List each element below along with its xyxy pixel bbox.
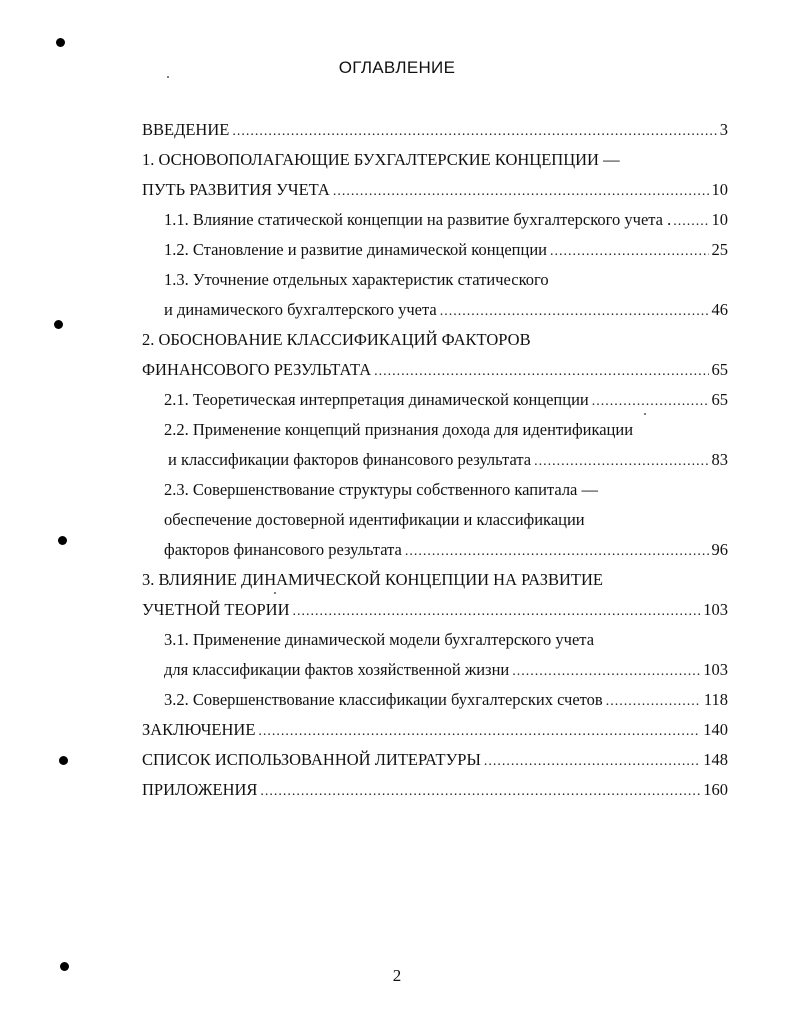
toc-entry-text: 1.2. Становление и развитие динамической концепции — [164, 240, 547, 259]
toc-section-3-1-heading — [164, 628, 594, 652]
dot-leader — [333, 180, 709, 204]
toc-entry-text: обеспечение достоверной идентификации и классификации — [164, 510, 585, 529]
toc-chapter-2-heading — [142, 328, 531, 352]
toc-entry-page: 10 — [711, 210, 728, 229]
toc-entry-text: 1. ОСНОВОПОЛАГАЮЩИЕ БУХГАЛТЕРСКИЕ КОНЦЕПЦИИ — — [142, 150, 620, 169]
toc-section-1-2 — [164, 238, 728, 262]
toc-entry-text: 3.2. Совершенствование классификации бухгалтерских счетов — [164, 690, 603, 709]
toc-entry-page: 65 — [711, 360, 728, 379]
toc-references — [142, 748, 728, 772]
toc-section-2-1 — [164, 388, 728, 412]
toc-entry-text: ЗАКЛЮЧЕНИЕ — [142, 720, 256, 739]
toc-section-2-3-heading — [164, 478, 598, 502]
toc-entry-text: 1.3. Уточнение отдельных характеристик статического — [164, 270, 549, 289]
toc-entry-page: 148 — [703, 750, 728, 769]
toc-entry-page: 140 — [703, 720, 728, 739]
dot-leader — [673, 210, 709, 234]
binder-hole-mark — [54, 320, 63, 329]
toc-entry-page: 3 — [719, 120, 728, 139]
toc-entry-text: УЧЕТНОЙ ТЕОРИИ — [142, 600, 290, 619]
toc-section-1-3-heading — [164, 268, 549, 292]
binder-hole-mark — [59, 756, 68, 765]
toc-section-2-3-continued — [164, 508, 585, 532]
toc-section-1-3 — [164, 298, 728, 322]
toc-entry-text: ВВЕДЕНИЕ — [142, 120, 230, 139]
toc-chapter-3 — [142, 598, 728, 622]
toc-entry-text: 2.1. Теоретическая интерпретация динамической концепции — [164, 390, 589, 409]
dot-leader — [232, 120, 716, 144]
toc-section-3-2 — [164, 688, 728, 712]
dot-leader — [260, 780, 700, 804]
toc-section-2-2-heading — [164, 418, 633, 442]
toc-entry-page: 103 — [703, 660, 728, 679]
toc-entry-text: и динамического бухгалтерского учета — [164, 300, 437, 319]
toc-entry-text: и классификации факторов финансового результата — [168, 450, 532, 469]
toc-entry-text: ПУТЬ РАЗВИТИЯ УЧЕТА — [142, 180, 330, 199]
toc-entry-text: 3. ВЛИЯНИЕ ДИНАМИЧЕСКОЙ КОНЦЕПЦИИ НА РАЗВИТИЕ — [142, 570, 603, 589]
toc-chapter-3-heading — [142, 568, 603, 592]
toc-conclusion — [142, 718, 728, 742]
toc-entry-text: для классификации фактов хозяйственной жизни — [164, 660, 510, 679]
toc-chapter-2 — [142, 358, 728, 382]
binder-hole-mark — [58, 536, 67, 545]
dot-leader — [258, 720, 700, 744]
toc-entry-text: СПИСОК ИСПОЛЬЗОВАННОЙ ЛИТЕРАТУРЫ — [142, 750, 481, 769]
toc-entry-page: 83 — [711, 450, 728, 469]
toc-entry-page: 46 — [711, 300, 728, 319]
toc-entry-text: 3.1. Применение динамической модели бухгалтерского учета — [164, 630, 595, 649]
toc-section-2-2 — [168, 448, 728, 472]
toc-entry-text: 2.3. Совершенствование структуры собственного капитала — — [164, 480, 599, 499]
toc-entry-page: 65 — [711, 390, 728, 409]
dot-leader — [405, 540, 709, 564]
toc-section-2-3 — [164, 538, 728, 562]
page-title: ОГЛАВЛЕНИЕ — [338, 58, 456, 77]
dot-leader — [606, 690, 701, 714]
toc-section-1-1 — [164, 208, 728, 232]
toc-entry-page: 160 — [703, 780, 728, 799]
dot-leader — [592, 390, 709, 414]
toc-appendices — [142, 778, 728, 802]
dot-leader — [512, 660, 700, 684]
page-number: 2 — [392, 966, 402, 985]
dot-leader — [293, 600, 701, 624]
toc-entry-page: 25 — [711, 240, 728, 259]
dot-leader — [374, 360, 708, 384]
toc-entry-text: 1.1. Влияние статической концепции на развитие бухгалтерского учета . — [164, 210, 672, 229]
toc-entry-text: факторов финансового результата — [164, 540, 402, 559]
dot-leader — [534, 450, 708, 474]
toc-entry-page: 118 — [703, 690, 728, 709]
toc-section-3-1 — [164, 658, 728, 682]
toc-entry-page: 96 — [711, 540, 728, 559]
toc-entry-text: 2. ОБОСНОВАНИЕ КЛАССИФИКАЦИЙ ФАКТОРОВ — [142, 330, 531, 349]
toc-chapter-1 — [142, 178, 728, 202]
dot-leader — [550, 240, 709, 264]
toc-entry-page: 10 — [711, 180, 728, 199]
toc-entry-page: 103 — [703, 600, 728, 619]
dot-leader — [484, 750, 700, 774]
toc-entry-text: ФИНАНСОВОГО РЕЗУЛЬТАТА — [142, 360, 372, 379]
toc-chapter-1-heading — [142, 148, 620, 172]
toc-entry-text: ПРИЛОЖЕНИЯ — [142, 780, 258, 799]
scan-speck — [274, 592, 276, 594]
toc-entry-text: 2.2. Применение концепций признания дохода для идентификации — [164, 420, 634, 439]
toc-entry-introduction — [142, 118, 728, 142]
dot-leader — [440, 300, 709, 324]
binder-hole-mark — [56, 38, 65, 47]
